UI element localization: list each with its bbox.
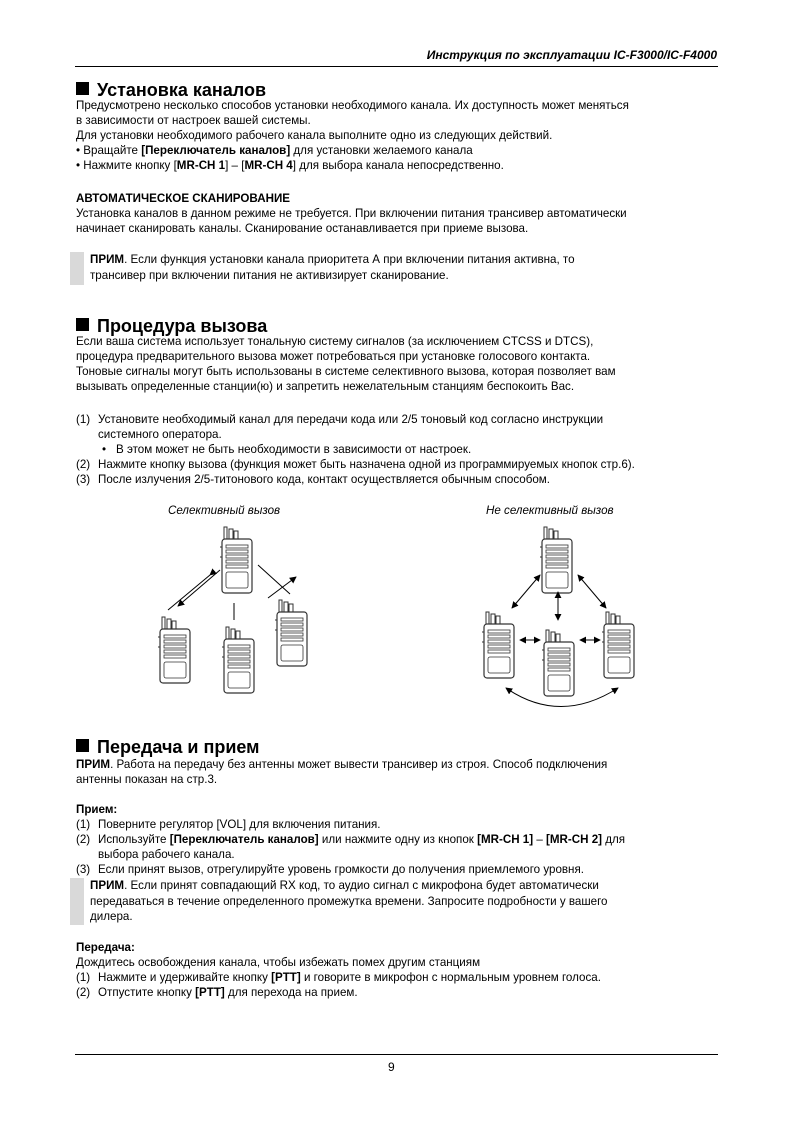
- footer-rule: [75, 1054, 718, 1055]
- list-item: (1) Поверните регулятор [VOL] для включения питания.: [76, 818, 381, 831]
- list-item: (3) Если принят вызов, отрегулируйте уровень громкости до получения приемлемого уровня.: [76, 863, 584, 876]
- list-item: (2) Отпустите кнопку [PTT] для перехода на прием.: [76, 986, 358, 999]
- list-item: (3) После излучения 2/5-титонового кода, контакт осуществляется обычным способом.: [76, 473, 550, 486]
- note-bar: [70, 878, 84, 925]
- radio-transceiver-icon: [275, 600, 307, 666]
- note-rx-code: ПРИМ. Если принят совпадающий RX код, то аудио сигнал с микрофона будет автоматически передаваться в течение определенного промежутка времени. Запросите подробности у вашего дилера.: [70, 878, 720, 925]
- section-title-channel-setup: Установка каналов: [76, 79, 266, 101]
- square-bullet-icon: [76, 739, 89, 752]
- list-item: (2) Нажмите кнопку вызова (функция может быть назначена одной из программируемых кнопок стр.6).: [76, 458, 635, 471]
- diagram-label-non-selective: Не селективный вызов: [486, 504, 614, 517]
- square-bullet-icon: [76, 82, 89, 95]
- section-title-tx-rx: Передача и прием: [76, 736, 260, 758]
- radio-transceiver-icon: [602, 612, 634, 678]
- bullet-mr-ch-keys: • Нажмите кнопку [MR-CH 1] – [MR-CH 4] для выбора канала непосредственно.: [76, 159, 504, 172]
- note-bar: [70, 252, 84, 285]
- list-item: (1) Нажмите и удерживайте кнопку [PTT] и говорите в микрофон с нормальным уровнем голоса.: [76, 971, 601, 984]
- radio-transceiver-icon: [222, 627, 254, 693]
- list-item: (1) Установите необходимый канал для передачи кода или 2/5 тоновый код согласно инструкции системного оператора. • В этом может не быть необходимости в зависимости от настроек.: [76, 412, 726, 457]
- intro-line: Для установки необходимого рабочего канала выполните одно из следующих действий.: [76, 129, 553, 142]
- header-rule: [75, 66, 718, 67]
- radio-transceiver-icon: [158, 617, 190, 683]
- note-priority-channel: ПРИМ. Если функция установки канала приоритета А при включении питания активна, то трансивер при включении питания не активизирует сканирование.: [70, 252, 720, 285]
- radio-transceiver-icon: [542, 630, 574, 696]
- bullet-channel-selector: • Вращайте [Переключатель каналов] для установки желаемого канала: [76, 144, 473, 157]
- transmit-section: Передача: Дождитесь освобождения канала, чтобы избежать помех другим станциям (1) Нажмите и удерживайте кнопку [PTT] и говорите в микрофон с нормальным уровнем голоса. (2) Отпустите кнопку [PTT] для перехода на прием.: [76, 940, 726, 1000]
- receive-section: [76, 802, 726, 877]
- selective-call-diagram: [150, 520, 320, 700]
- non-selective-call-diagram: [470, 520, 650, 720]
- page-number: 9: [388, 1060, 395, 1074]
- auto-scan-heading: АВТОМАТИЧЕСКОЕ СКАНИРОВАНИЕ: [76, 192, 291, 205]
- section-title-call-procedure: Процедура вызова: [76, 315, 267, 337]
- note-label: ПРИМ: [90, 253, 125, 266]
- call-steps: [76, 412, 726, 487]
- intro-line: в зависимости от настроек вашей системы.: [76, 114, 311, 127]
- list-item: (2) Используйте [Переключатель каналов] или нажмите одну из кнопок [MR-CH 1] – [MR-CH 2] для выбора рабочего канала.: [76, 833, 626, 861]
- receive-heading: Прием:: [76, 803, 118, 816]
- square-bullet-icon: [76, 318, 89, 331]
- radio-transceiver-icon: [482, 612, 514, 678]
- auto-scan-line: Установка каналов в данном режиме не требуется. При включении питания трансивер автоматически: [76, 207, 627, 220]
- radio-transceiver-icon: [220, 527, 252, 593]
- intro-line: Предусмотрено несколько способов установки необходимого канала. Их доступность может меняться: [76, 99, 629, 112]
- auto-scan-block: [76, 191, 726, 236]
- header-title: Инструкция по эксплуатации IC-F3000/IC-F4000: [426, 48, 717, 62]
- transmit-heading: Передача:: [76, 941, 135, 954]
- antenna-warning: ПРИМ. Работа на передачу без антенны может вывести трансивер из строя. Способ подключения антенны показан на стр.3.: [76, 758, 608, 786]
- diagram-label-selective: Селективный вызов: [168, 504, 281, 517]
- radio-transceiver-icon: [540, 527, 572, 593]
- call-procedure-intro: Если ваша система использует тональную систему сигналов (за исключением CTCSS и DTCS), процедура предварительного вызова может потребоваться при установке голосового контакта. Тоновые сигналы могут быть использованы в системе селективного вызова, которая позволяет вам вызывать определенные станции(ю) и запретить нежелательным станциям беспокоить Вас.: [76, 335, 616, 393]
- channel-setup-intro: [76, 98, 726, 173]
- auto-scan-line: начинает сканировать каналы. Сканирование останавливается при приеме вызова.: [76, 222, 529, 235]
